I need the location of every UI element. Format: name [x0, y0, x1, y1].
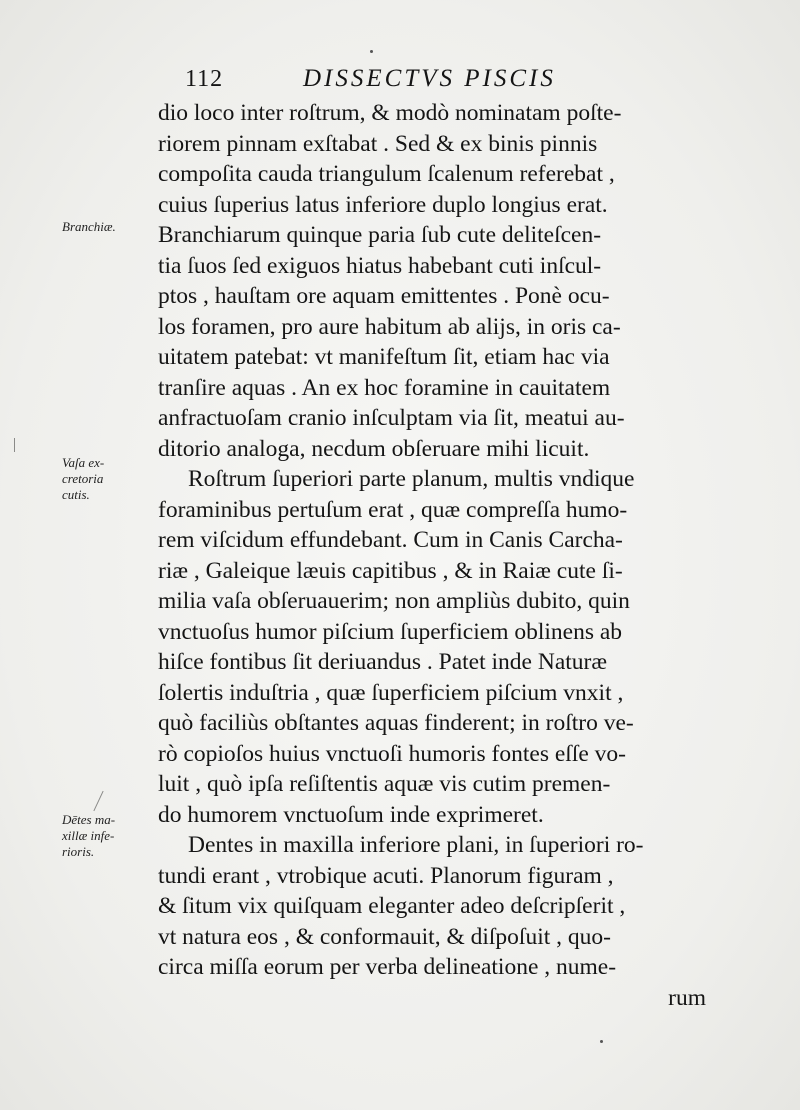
- text-line: rem viſcidum effundebant. Cum in Canis Carcha-: [158, 527, 623, 553]
- text-line: circa miſſa eorum per verba delineatione , nume-: [158, 954, 617, 980]
- text-line: ptos , hauſtam ore aquam emittentes . Ponè ocu-: [158, 283, 610, 309]
- margin-note-line: Vaſa ex-: [62, 455, 105, 470]
- margin-note-dentes: [62, 812, 152, 860]
- text-line: uitatem patebat: vt manifeſtum ſit, etiam hac via: [158, 344, 610, 370]
- text-line: luit , quò ipſa reſiſtentis aquæ vis cutim premen-: [158, 771, 611, 797]
- text-line: cuius ſuperius latus inferiore duplo longius erat.: [158, 191, 608, 218]
- catchword: rum: [668, 984, 706, 1011]
- text-line: tia ſuos ſed exiguos hiatus habebant cuti inſcul-: [158, 252, 602, 279]
- text-line: do humorem vnctuoſum inde exprimeret.: [158, 801, 544, 828]
- paper-mark: [93, 791, 103, 811]
- text-line: dio loco inter roſtrum, & modò nominatam poſte-: [158, 100, 622, 126]
- page-header: [185, 62, 785, 96]
- text-line: los foramen, pro aure habitum ab alijs, in oris ca-: [158, 313, 621, 340]
- margin-note-line: Branchiæ.: [62, 219, 116, 234]
- text-line: ſolertis induſtria , quæ ſuperficiem piſcium vnxit ,: [158, 679, 624, 706]
- text-line: Dentes in maxilla inferiore plani, in ſuperiori ro-: [188, 832, 644, 858]
- margin-note-branchiae: [62, 219, 152, 235]
- text-line: Roſtrum ſuperiori parte planum, multis vndique: [188, 466, 635, 492]
- text-line: rò copioſos huius vnctuoſi humoris fontes eſſe vo-: [158, 740, 626, 767]
- paper-speck: [370, 50, 373, 53]
- margin-note-line: rioris.: [62, 844, 95, 859]
- margin-note-line: xillæ infe-: [62, 828, 115, 843]
- paper-speck: [600, 1040, 603, 1043]
- running-head: DISSECTVS PISCIS: [303, 65, 556, 92]
- text-line: riorem pinnam exſtabat . Sed & ex binis pinnis: [158, 130, 598, 157]
- page-number: 112: [185, 66, 224, 92]
- text-line: quò faciliùs obſtantes aquas finderent; in roſtro ve-: [158, 710, 634, 736]
- paper-mark: [14, 438, 15, 452]
- text-line: tranſire aquas . An ex hoc foramine in cauitatem: [158, 374, 611, 401]
- text-line: Branchiarum quinque paria ſub cute deliteſcen-: [158, 222, 602, 248]
- text-line: hiſce fontibus ſit deriuandus . Patet inde Naturæ: [158, 649, 608, 675]
- text-line: vt natura eos , & conformauit, & diſpoſuit , quo-: [158, 923, 611, 950]
- text-line: milia vaſa obſeruauerim; non ampliùs dubito, quin: [158, 588, 630, 614]
- text-line: foraminibus pertuſum erat , quæ compreſſa humo-: [158, 496, 628, 523]
- margin-note-vasa: [62, 455, 152, 503]
- text-line: riæ , Galeique læuis capitibus , & in Raiæ cute ſi-: [158, 557, 623, 584]
- text-line: ditorio analoga, necdum obſeruare mihi licuit.: [158, 435, 590, 462]
- text-line: tundi erant , vtrobique acuti. Planorum figuram ,: [158, 862, 614, 889]
- text-line: vnctuoſus humor piſcium ſuperficiem oblinens ab: [158, 618, 623, 645]
- body-text: [158, 98, 768, 1013]
- text-line: compoſita cauda triangulum ſcalenum referebat ,: [158, 161, 615, 187]
- margin-note-line: cretoria: [62, 471, 104, 486]
- text-line: & ſitum vix quiſquam eleganter adeo deſcripſerit ,: [158, 893, 626, 919]
- text-line: anfractuoſam cranio inſculptam via ſit, meatui au-: [158, 405, 625, 431]
- margin-note-line: Dētes ma-: [62, 812, 116, 827]
- margin-note-line: cutis.: [62, 487, 90, 502]
